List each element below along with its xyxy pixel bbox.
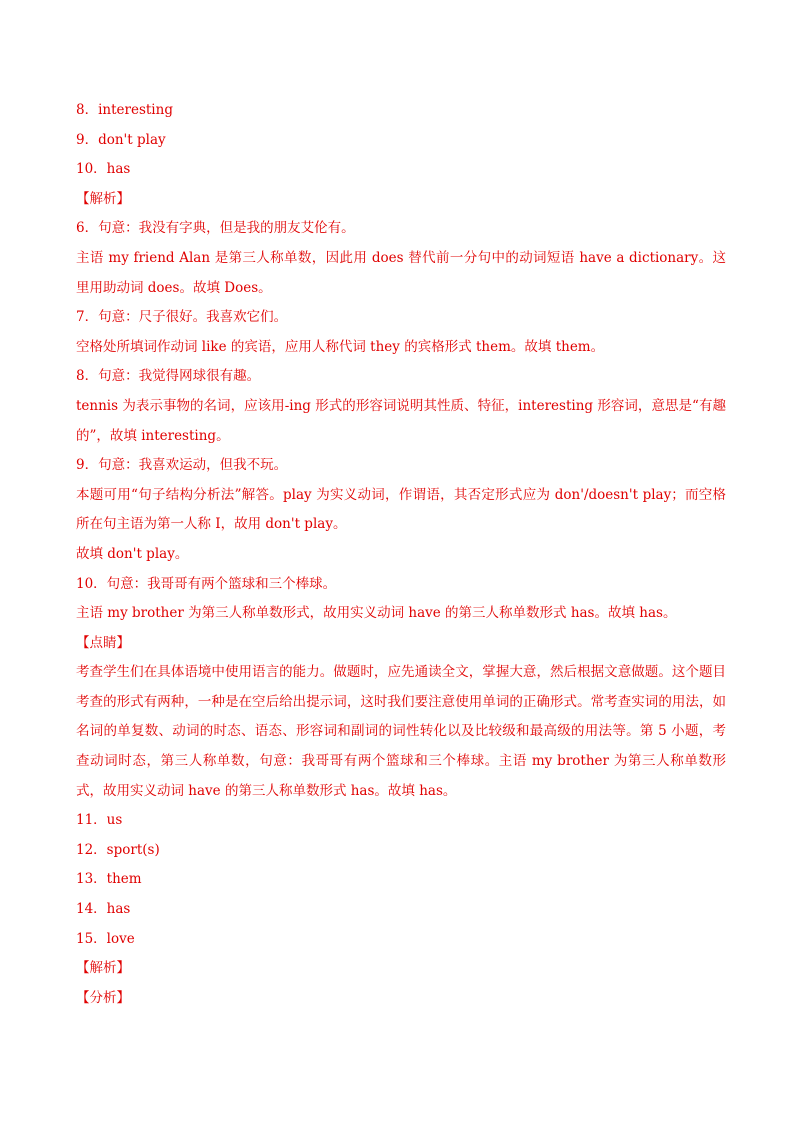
explanation-9-meaning: 9．句意：我喜欢运动，但我不玩。: [76, 457, 288, 474]
answer-14: 14．has: [76, 901, 131, 918]
explanation-8-body: tennis 为表示事物的名词，应该用-ing 形式的形容词说明其性质、特征，interesting 形容词，意思是“有趣的”，故填 interesting。: [76, 397, 726, 444]
explanation-7-meaning: 7．句意：尺子很好。我喜欢它们。: [76, 309, 288, 326]
section-heading-breakdown: 【分析】: [76, 989, 130, 1006]
explanation-7-body: 空格处所填词作动词 like 的宾语，应用人称代词 they 的宾格形式 them。故填 them。: [76, 338, 605, 355]
tips-body: 考查学生们在具体语境中使用语言的能力。做题时，应先通读全文，掌握大意，然后根据文意做题。这个题目考查的形式有两种，一种是在空后给出提示词，这时我们要注意使用单词的正确形式。常考查实词的用法，如名词的单复数、动词的时态、语态、形容词和副词的词性转化以及比较级和最高级的用法等。第 5 小题，考查动词时态，第三人称单数，句意：我哥哥有两个篮球和三个棒球。主语 my brother 为第三人称单数形式，故用实义动词 have 的第三人称单数形式 has。故填 has。: [76, 664, 726, 799]
explanation-10-body: 主语 my brother 为第三人称单数形式，故用实义动词 have 的第三人称单数形式 has。故填 has。: [76, 605, 677, 622]
explanation-9-body: 本题可用“句子结构分析法”解答。play 为实义动词，作谓语，其否定形式应为 don'/doesn't play；而空格所在句主语为第一人称 I，故用 don't play。: [76, 486, 726, 533]
answer-12: 12．sport(s): [76, 841, 160, 858]
answer-key-content: [76, 96, 726, 1013]
answer-13: 13．them: [76, 871, 142, 888]
answer-9: 9．don't play: [76, 131, 166, 148]
explanation-10-meaning: 10．句意：我哥哥有两个篮球和三个棒球。: [76, 575, 337, 592]
answer-11: 11．us: [76, 812, 123, 829]
explanation-6-body: 主语 my friend Alan 是第三人称单数，因此用 does 替代前一分句中的动词短语 have a dictionary。这里用助动词 does。故填 Does。: [76, 249, 726, 296]
answer-15: 15．love: [76, 930, 135, 947]
explanation-6-meaning: 6．句意：我没有字典，但是我的朋友艾伦有。: [76, 220, 355, 237]
section-heading-analysis-2: 【解析】: [76, 960, 130, 977]
answer-10: 10．has: [76, 161, 131, 178]
section-heading-tips: 【点睛】: [76, 634, 130, 651]
explanation-9-answer: 故填 don't play。: [76, 545, 189, 562]
explanation-8-meaning: 8．句意：我觉得网球很有趣。: [76, 368, 261, 385]
section-heading-analysis: 【解析】: [76, 190, 130, 207]
answer-8: 8．interesting: [76, 102, 173, 118]
